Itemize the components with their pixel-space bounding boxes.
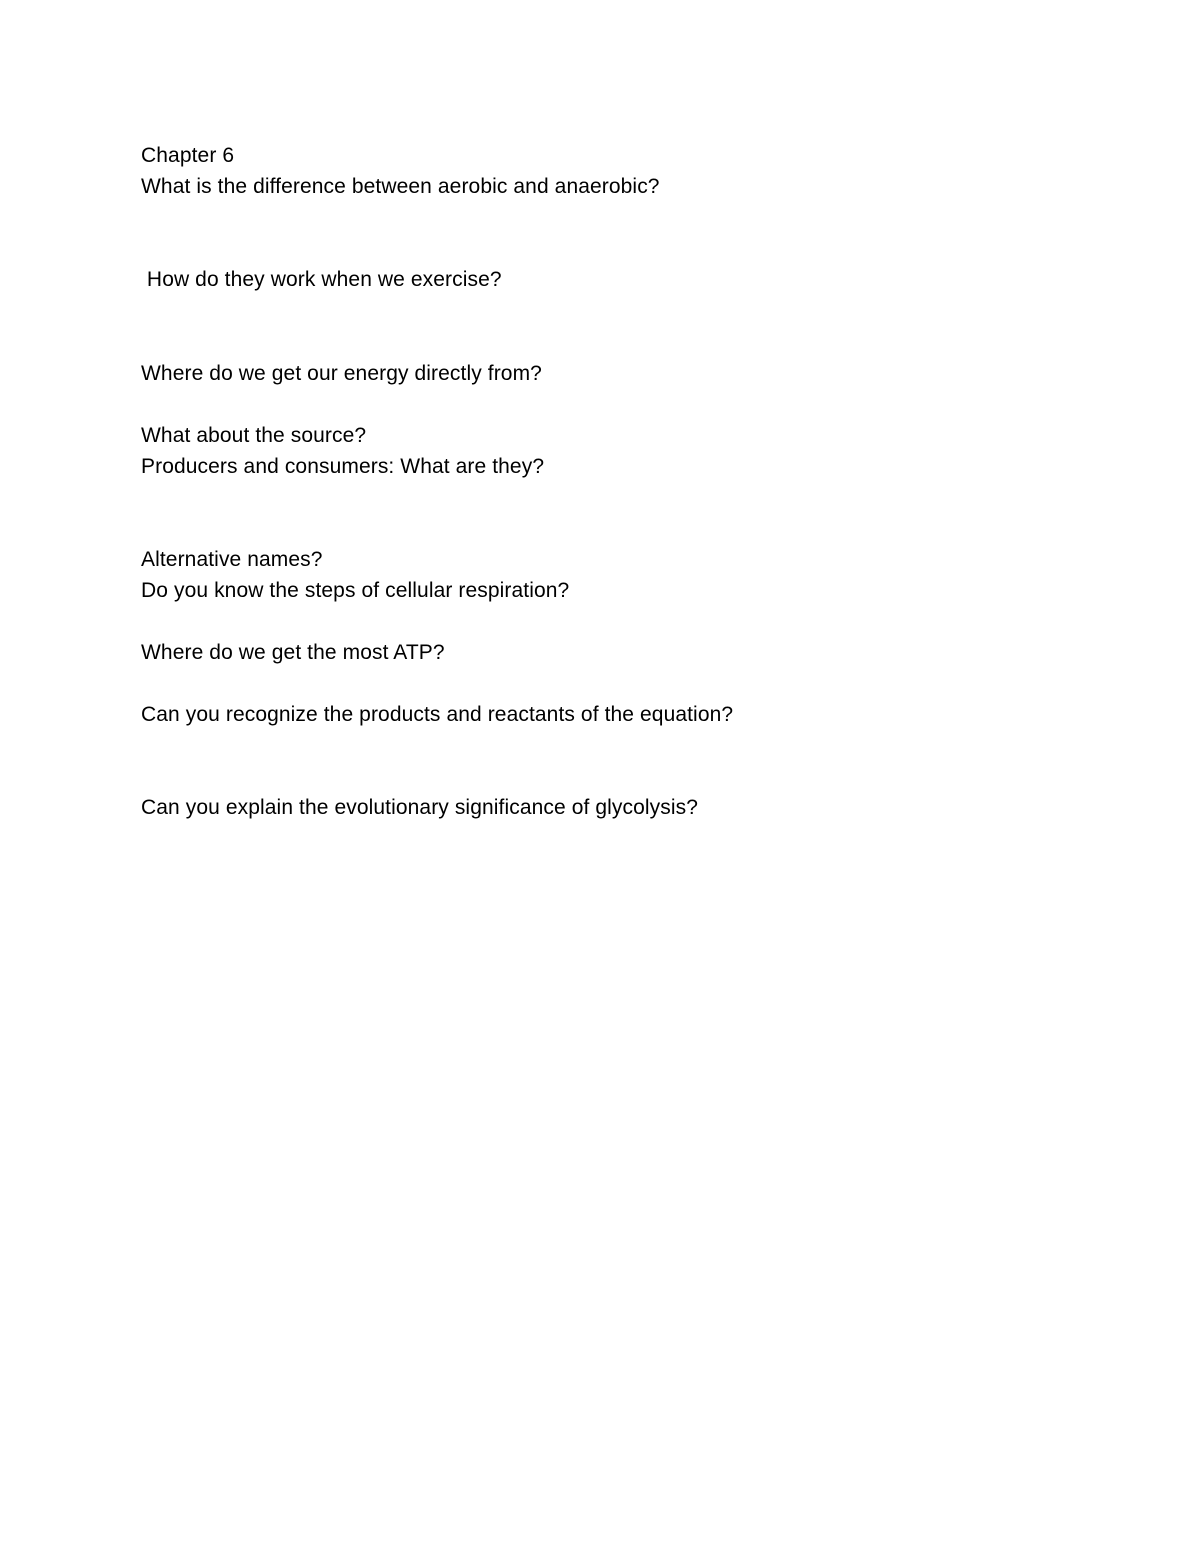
question-line: Alternative names? [141,548,323,571]
question-line: Where do we get the most ATP? [141,641,445,664]
question-line: Can you recognize the products and reactants of the equation? [141,703,734,726]
question-line: What is the difference between aerobic and anaerobic? [141,175,660,198]
question-line: Can you explain the evolutionary significance of glycolysis? [141,796,698,819]
question-line: Do you know the steps of cellular respiration? [141,579,570,602]
question-line: Where do we get our energy directly from? [141,362,542,385]
chapter-heading: Chapter 6 [141,144,235,167]
question-line: How do they work when we exercise? [141,268,502,291]
question-line: What about the source? [141,424,367,447]
question-line: Producers and consumers: What are they? [141,455,545,478]
